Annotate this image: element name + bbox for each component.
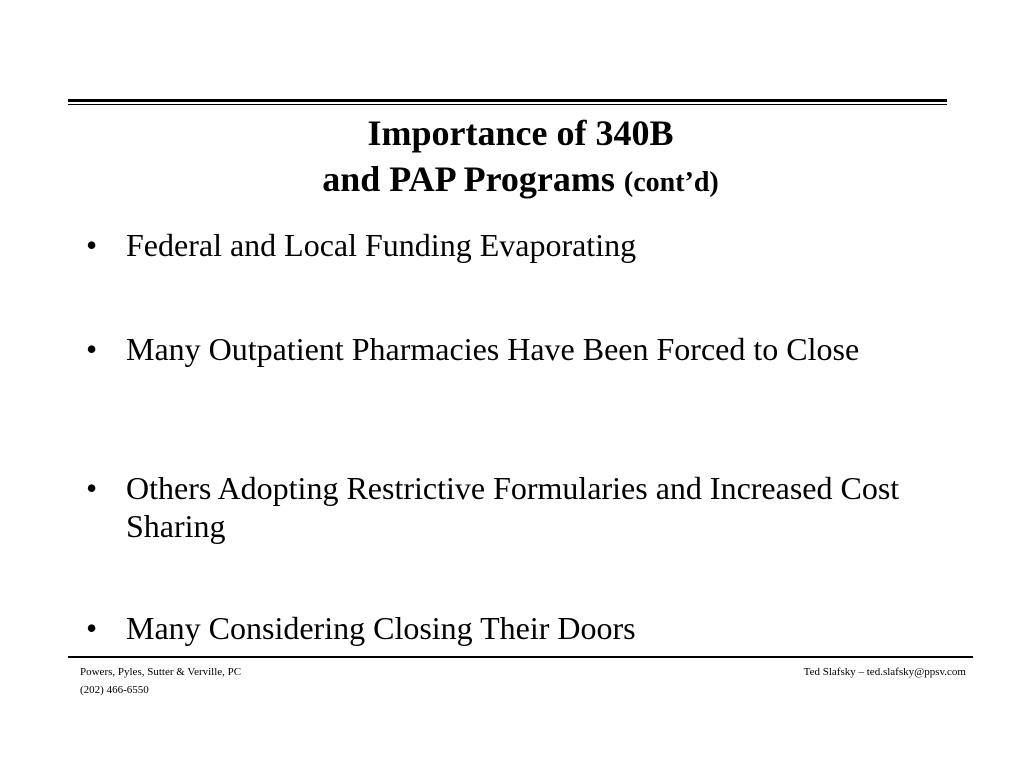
slide-title: [68, 110, 973, 206]
footer-phone: (202) 466-6550: [80, 684, 149, 696]
bullet-icon: •: [86, 470, 98, 506]
footer-contact: Ted Slafsky – ted.slafsky@ppsv.com: [803, 666, 966, 678]
footer-rule: [68, 656, 973, 658]
bullet-icon: •: [86, 610, 98, 646]
bullet-text: Federal and Local Funding Evaporating: [126, 227, 637, 263]
title-suffix: (cont’d): [623, 167, 719, 198]
title-line-2: [68, 156, 973, 206]
bullet-text: Many Outpatient Pharmacies Have Been Forced to Close: [126, 331, 860, 367]
title-top-rule: [68, 99, 947, 102]
bullet-item: [86, 330, 1006, 368]
title-line-2-main: and PAP Programs: [322, 159, 615, 199]
bullet-item: [86, 469, 1006, 545]
footer-left: [80, 663, 241, 699]
footer-firm: Powers, Pyles, Sutter & Verville, PC: [80, 666, 242, 678]
bullet-text: Many Considering Closing Their Doors: [126, 610, 636, 646]
bullet-icon: •: [86, 331, 98, 367]
bullet-item: [86, 226, 1006, 264]
bullet-text: Others Adopting Restrictive Formularies and Increased Cost Sharing: [126, 470, 900, 544]
title-top-rule-thin: [68, 104, 947, 105]
footer-right: [804, 663, 966, 681]
bullet-item: [86, 609, 1006, 647]
title-line-1: Importance of 340B: [367, 113, 674, 153]
bullet-icon: •: [86, 227, 98, 263]
